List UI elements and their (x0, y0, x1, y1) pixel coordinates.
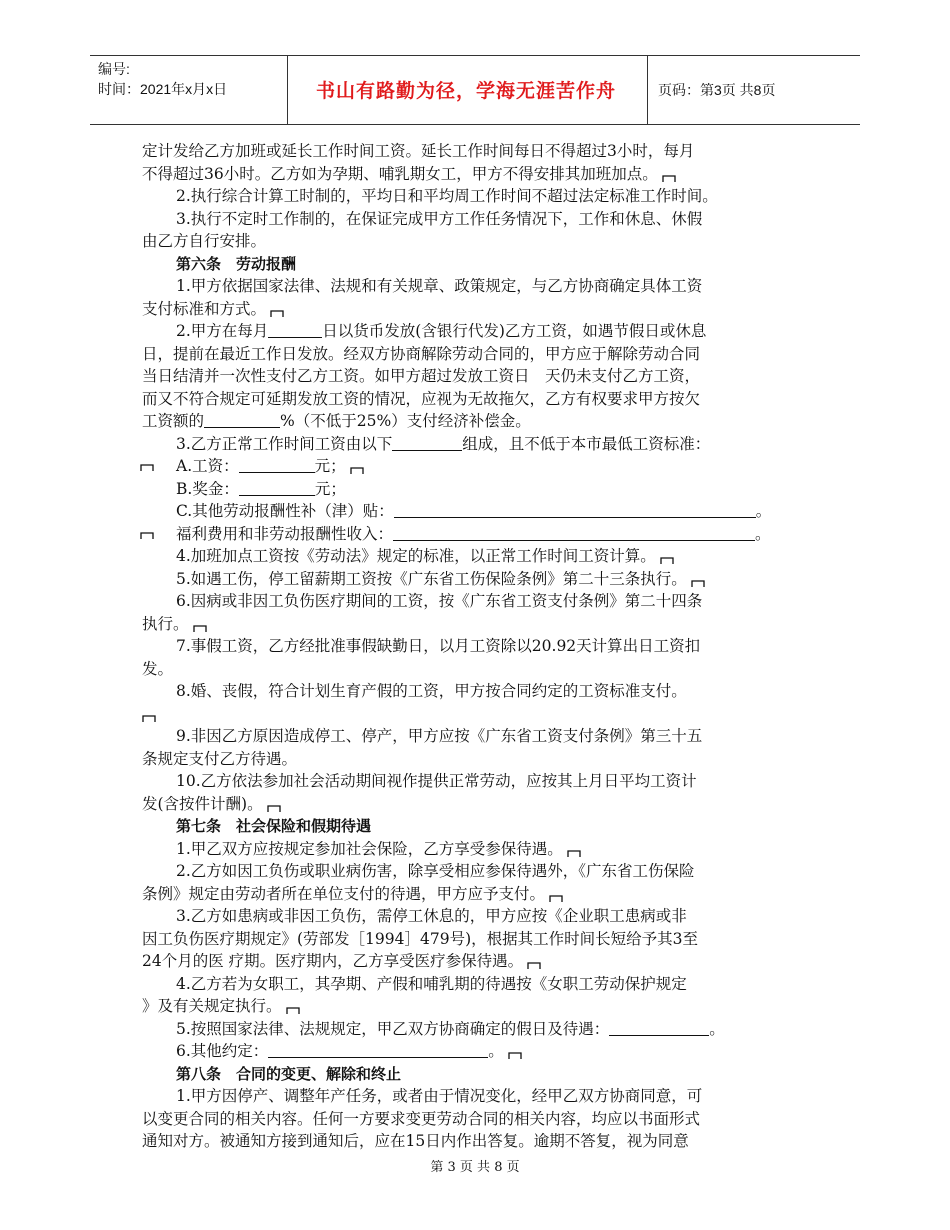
text-line: 1.甲方因停产、调整年产任务，或者由于情况变化，经甲乙双方协商同意，可 (176, 1087, 703, 1105)
text-line: B.奖金： 元； (176, 479, 346, 498)
paragraph-mark-icon (140, 463, 154, 471)
text-line: 》及有关规定执行。 (142, 995, 812, 1018)
text-line: 工资额的 %（不低于25%）支付经济补偿金。 (142, 412, 531, 430)
paragraph-mark-icon (660, 556, 674, 564)
text-line: 24个月的医 疗期。医疗期内，乙方享受医疗参保待遇。 (142, 950, 812, 973)
paragraph-mark-icon (527, 961, 541, 969)
blank-allowance (394, 501, 756, 518)
text-line: 发。 (142, 659, 174, 678)
text-line: 9.非因乙方原因造成停工、停产，甲方应按《广东省工资支付条例》第三十五 (176, 727, 703, 745)
blank-other-agreement (268, 1041, 488, 1058)
text-line: 4.乙方若为女职工，其孕期、产假和哺乳期的待遇按《女职工劳动保护规定 (176, 974, 687, 993)
text-line: 8.婚、丧假，符合计划生育产假的工资，甲方按合同约定的工资标准支付。 (176, 682, 687, 700)
text-line: 因工负伤医疗期规定》(劳部发［1994］479号)，根据其工作时间长短给予其3至 (142, 929, 698, 948)
text-line: 1.甲乙双方应按规定参加社会保险，乙方享受参保待遇。 (142, 838, 812, 861)
header-motto: 书山有路勤为径，学海无涯苦作舟 (315, 80, 616, 102)
page-header (90, 55, 860, 125)
text-line: 5.按照国家法律、法规规定，甲乙双方协商确定的假日及待遇： 。 (176, 1019, 725, 1038)
paragraph-mark-icon (350, 466, 364, 474)
document-number-label: 编号: (98, 61, 130, 77)
text-line: 当日结清并一次性支付乙方工资。如甲方超过发放工资日 天仍未支付乙方工资， (142, 367, 701, 385)
text-line: 3.乙方如患病或非因工负伤，需停工休息的，甲方应按《企业职工患病或非 (176, 907, 687, 925)
text-line: 发(含按件计酬)。 (142, 793, 812, 816)
blank-pay-day (268, 321, 322, 338)
text-line: 6.其他约定： 。 (142, 1040, 812, 1063)
text-line: 以变更合同的相关内容。任何一方要求变更劳动合同的相关内容，均应以书面形式 (142, 1109, 701, 1128)
text-line: 日，提前在最近工作日发放。经双方协商解除劳动合同的，甲方应于解除劳动合同 (142, 344, 701, 363)
paragraph-mark-icon (142, 714, 156, 722)
text-line: 3.执行不定时工作制的，在保证完成甲方工作任务情况下，工作和休息、休假 (176, 209, 703, 228)
text-line: 6.因病或非因工负伤医疗期间的工资，按《广东省工资支付条例》第二十四条 (176, 592, 703, 610)
paragraph-mark-icon (549, 894, 563, 902)
blank-holidays (609, 1019, 709, 1036)
blank-bonus (239, 479, 315, 496)
paragraph-mark-icon (140, 531, 154, 539)
text-line: 而又不符合规定可延期发放工资的情况，应视为无故拖欠，乙方有权要求甲方按欠 (142, 389, 701, 408)
text-line: 2.乙方如因工负伤或职业病伤害，除享受相应参保待遇外，《广东省工伤保险 (176, 862, 695, 880)
paragraph-mark-icon (567, 849, 581, 857)
text-line: 条例》规定由劳动者所在单位支付的待遇，甲方应予支付。 (142, 883, 812, 906)
paragraph-mark-icon (508, 1051, 522, 1059)
text-line: 条规定支付乙方待遇。 (142, 749, 298, 768)
document-body (142, 140, 812, 1153)
text-line: 不得超过36小时。乙方如为孕期、哺乳期女工，甲方不得安排其加班加点。 (142, 163, 812, 186)
header-meta (98, 59, 227, 99)
text-line: 3.乙方正常工作时间工资由以下 组成，且不低于本市最低工资标准： (176, 434, 711, 453)
text-line: 福利费用和非劳动报酬性收入： 。 (142, 523, 812, 546)
blank-percentage (204, 411, 280, 428)
paragraph-mark-icon (193, 624, 207, 632)
text-line: 支付标准和方式。 (142, 298, 812, 321)
paragraph-mark-icon (267, 804, 281, 812)
text-line: 通知对方。被通知方接到通知后，应在15日内作出答复。逾期不答复，视为同意 (142, 1132, 689, 1150)
text-line: 5.如遇工伤，停工留薪期工资按《广东省工伤保险条例》第二十三条执行。 (142, 568, 812, 591)
text-line: 执行。 (142, 613, 812, 636)
paragraph-mark-icon (662, 174, 676, 182)
text-line (142, 703, 812, 726)
paragraph-mark-icon (691, 579, 705, 587)
document-date: 时间：2021年x月x日 (98, 81, 228, 97)
text-line: A.工资： 元； (142, 455, 812, 478)
section-heading-7: 第七条 社会保险和假期待遇 (176, 817, 372, 835)
text-line: 4.加班加点工资按《劳动法》规定的标准，以正常工作时间工资计算。 (142, 545, 812, 568)
text-line: C.其他劳动报酬性补（津）贴： 。 (176, 502, 772, 520)
text-line: 2.甲方在每月 日以货币发放(含银行代发)乙方工资，如遇节假日或休息 (176, 322, 707, 340)
text-line: 10.乙方依法参加社会活动期间视作提供正常劳动，应按其上月日平均工资计 (176, 772, 697, 790)
blank-components (392, 434, 462, 451)
paragraph-mark-icon (270, 309, 284, 317)
paragraph-mark-icon (286, 1006, 300, 1014)
text-line: 由乙方自行安排。 (142, 232, 267, 250)
text-line: 定计发给乙方加班或延长工作时间工资。延长工作时间每日不得超过3小时，每月 (142, 142, 695, 160)
text-line: 7.事假工资，乙方经批准事假缺勤日，以月工资除以20.92天计算出日工资扣 (176, 637, 701, 655)
section-heading-6: 第六条 劳动报酬 (176, 254, 297, 273)
page-footer: 第 3 页 共 8 页 (430, 1160, 520, 1175)
header-divider (647, 56, 648, 124)
header-page-info: 页码：第3页 共8页 (658, 82, 776, 98)
text-line: 2.执行综合计算工时制的，平均日和平均周工作时间不超过法定标准工作时间。 (176, 187, 718, 205)
blank-welfare (393, 524, 755, 541)
blank-salary (239, 456, 315, 473)
text-line: 1.甲方依据国家法律、法规和有关规章、政策规定，与乙方协商确定具体工资 (176, 277, 703, 295)
section-heading-8: 第八条 合同的变更、解除和终止 (176, 1064, 402, 1083)
